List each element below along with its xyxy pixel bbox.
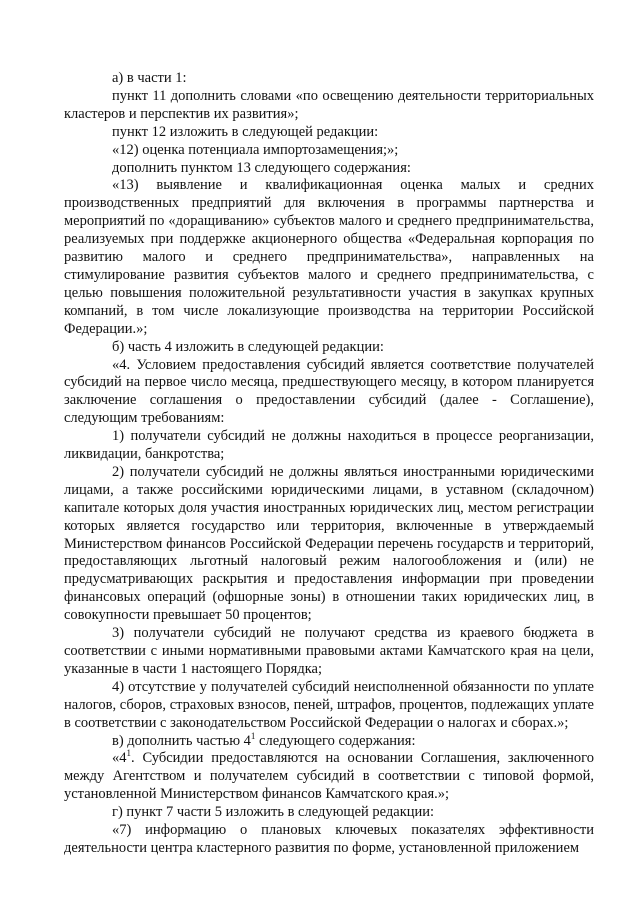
paragraph-part-1-heading: а) в части 1:: [112, 70, 187, 86]
superscript: 1: [250, 730, 256, 741]
document-body: [64, 70, 594, 858]
paragraph-part-4-1-text: [64, 750, 594, 804]
superscript: 1: [126, 748, 131, 759]
text-segment: «4: [112, 750, 127, 767]
paragraph-part-5-intro: г) пункт 7 части 5 изложить в следующей редакции:: [112, 804, 435, 821]
text-segment: в) дополнить частью 4: [112, 732, 251, 749]
paragraph-part-4-1-intro: [64, 730, 594, 751]
text-segment: . Субсидии предоставляются на основании Соглашения, заключенного между Агентством и получателем субсидий в соответствии с типовой формой, установленной Министерством финансов Камчатского края.»;: [64, 750, 594, 803]
paragraph-requirement-2: 2) получатели субсидий не должны являться иностранными юридическими лицами, а также российскими юридическими лицами, в уставном (складочном) капитале которых доля участия иностранных юридических лиц, местом регистрации которых является государство или территория, включенные в утверждаемый Министерством финансов Российской Федерации перечень государств и территорий, предоставляющих льготный налоговый режим налогообложения и (или) не предусматривающих раскрытия и предоставления информации при проведении финансовых операций (офшорные зоны) в отношении таких юридических лиц, в совокупности превышает 50 процентов;: [64, 463, 594, 624]
paragraph-item-12-intro: пункт 12 изложить в следующей редакции:: [112, 123, 379, 140]
paragraph-item-13-text: «13) выявление и квалификационная оценка малых и средних производственных предприятий для включения в программы партнерства и мероприятий по «доращиванию» субъектов малого и среднего предпринимательства, реализуемых при поддержке акционерного общества «Федеральная корпорация по развитию малого и среднего предпринимательства», направленных на стимулирование развития субъектов малого и среднего предпринимательства, с целью повышения положительной результативности участия в закупках крупных компаний, в том числе локализующие производства на территории Российской Федерации.»;: [64, 177, 594, 337]
paragraph-item-12-text: «12) оценка потенциала импортозамещения;»;: [112, 141, 399, 158]
paragraph-item-13-intro: дополнить пунктом 13 следующего содержания:: [112, 159, 411, 176]
paragraph-requirement-3: 3) получатели субсидий не получают средства из краевого бюджета в соответствии с иными нормативными правовыми актами Камчатского края на цели, указанные в части 1 настоящего Порядка;: [64, 625, 594, 677]
paragraph-requirement-4: 4) отсутствие у получателей субсидий неисполненной обязанности по уплате налогов, сборов, страховых взносов, пеней, штрафов, процентов, подлежащих уплате в соответствии с законодательством Российской Федерации о налогах и сборах.»;: [64, 678, 594, 731]
text-segment: следующего содержания:: [255, 732, 416, 749]
paragraph-part-4-intro: б) часть 4 изложить в следующей редакции:: [112, 338, 384, 355]
paragraph-part-4-text: «4. Условием предоставления субсидий является соответствие получателей субсидий на первое число месяца, предшествующего месяцу, в котором планируется заключение соглашения о предоставлении субсидий (далее - Соглашение), следующим требованиям:: [64, 356, 594, 427]
paragraph-item-7-text: «7) информацию о плановых ключевых показателях эффективности деятельности центра кластерного развития по форме, установленной приложением: [64, 822, 594, 856]
paragraph-item-11: пункт 11 дополнить словами «по освещению деятельности территориальных кластеров и перспектив их развития»;: [64, 87, 594, 122]
paragraph-requirement-1: 1) получатели субсидий не должны находиться в процессе реорганизации, ликвидации, банкротства;: [64, 428, 594, 463]
